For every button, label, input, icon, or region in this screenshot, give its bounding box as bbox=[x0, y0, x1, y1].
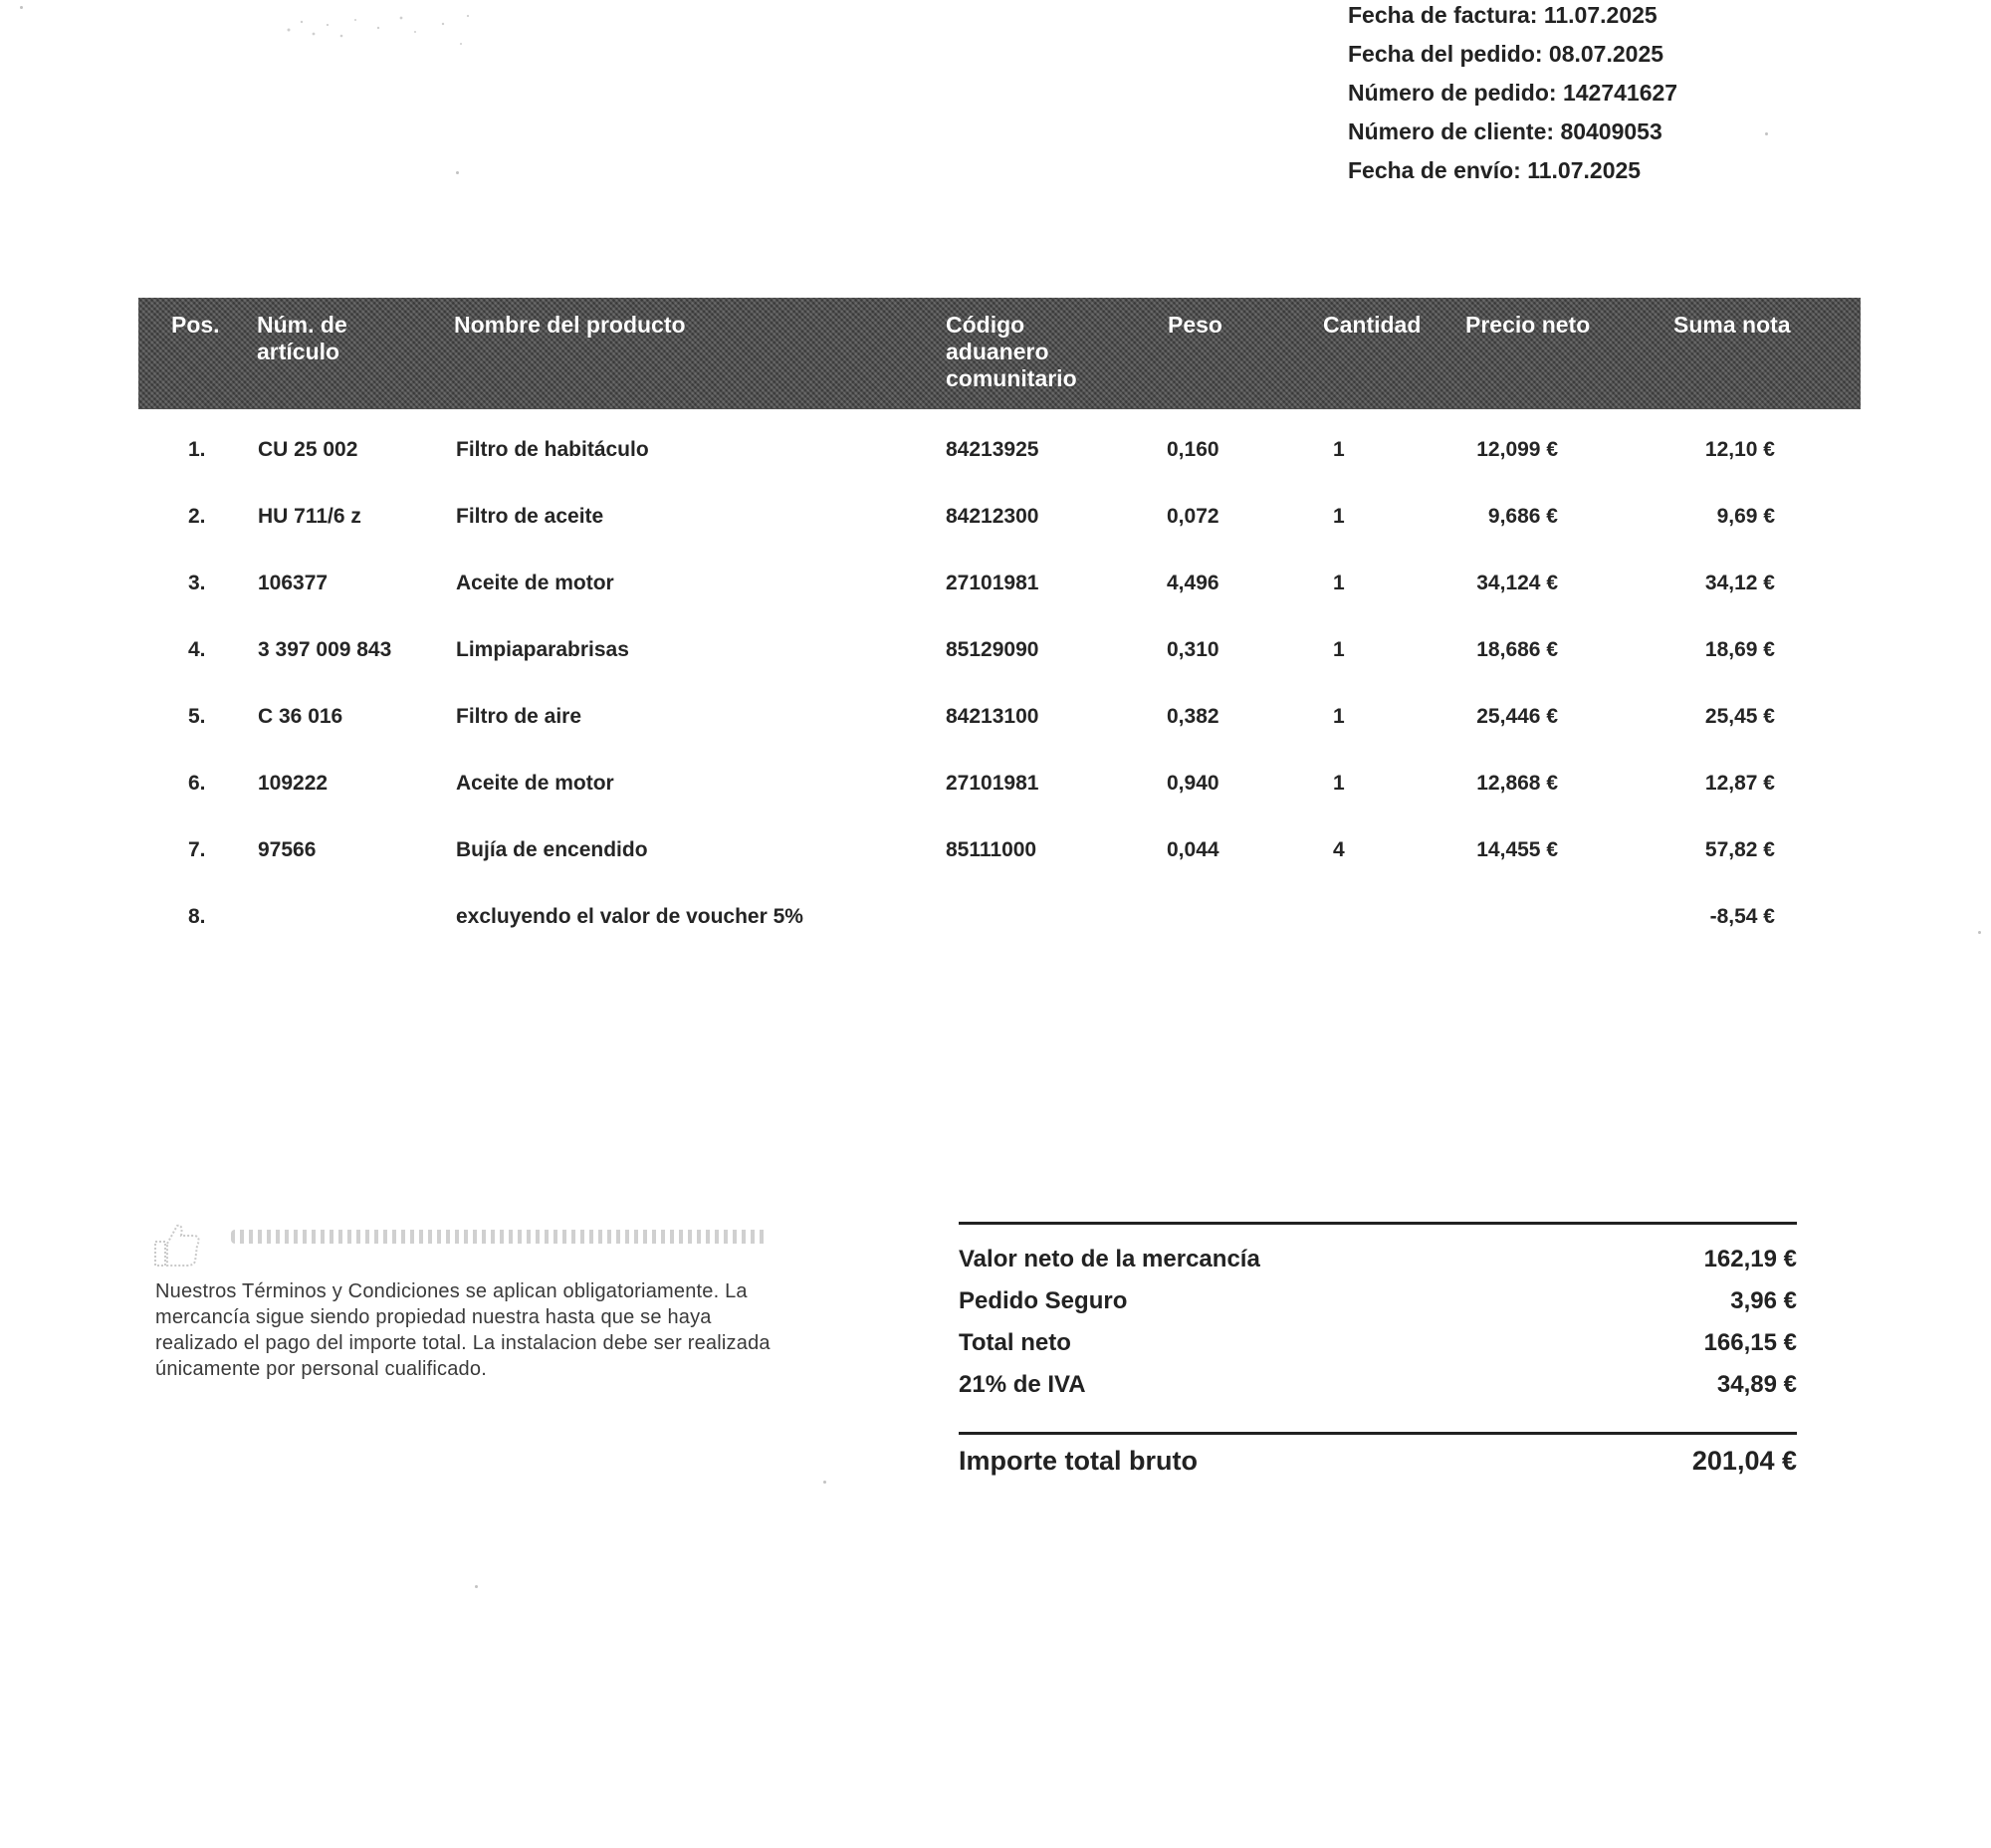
cell-weight: 0,160 bbox=[1167, 438, 1219, 461]
cell-article: 97566 bbox=[258, 838, 317, 861]
cell-sum: 12,87 € bbox=[1704, 772, 1775, 795]
table-row bbox=[138, 476, 1861, 543]
cell-sum: 25,45 € bbox=[1704, 705, 1775, 728]
header-pos: Pos. bbox=[171, 312, 220, 338]
cell-price: 34,124 € bbox=[1476, 572, 1558, 594]
cell-name: Bujía de encendido bbox=[456, 838, 648, 861]
info-customer-number: Número de cliente: 80409053 bbox=[1348, 118, 1662, 144]
cell-code: 84212300 bbox=[946, 505, 1039, 528]
total-label: Total neto bbox=[959, 1329, 1071, 1356]
scan-speck bbox=[20, 6, 23, 9]
cell-weight: 0,044 bbox=[1167, 838, 1219, 861]
cell-sum: 9,69 € bbox=[1716, 505, 1775, 528]
header-qty: Cantidad bbox=[1323, 312, 1422, 338]
cell-sum: 57,82 € bbox=[1704, 838, 1775, 861]
info-invoice-date: Fecha de factura: 11.07.2025 bbox=[1348, 2, 1658, 28]
invoice-info bbox=[1348, 0, 1677, 190]
grand-total-line bbox=[959, 1435, 1797, 1485]
cell-qty: 1 bbox=[1333, 705, 1345, 728]
cell-name: Filtro de aire bbox=[456, 705, 582, 728]
cell-price: 9,686 € bbox=[1487, 505, 1558, 528]
info-order-number: Número de pedido: 142741627 bbox=[1348, 80, 1678, 106]
cell-article: HU 711/6 z bbox=[258, 505, 361, 528]
cell-price: 12,099 € bbox=[1476, 438, 1558, 461]
cell-pos: 5. bbox=[188, 705, 206, 728]
cell-qty: 1 bbox=[1333, 505, 1345, 528]
total-label: Pedido Seguro bbox=[959, 1287, 1128, 1314]
items-table bbox=[138, 298, 1861, 943]
faded-text bbox=[231, 1230, 769, 1244]
table-row bbox=[138, 409, 1861, 476]
table-row bbox=[138, 676, 1861, 743]
scan-speck bbox=[1765, 132, 1768, 135]
cell-weight: 0,072 bbox=[1167, 505, 1219, 528]
cell-name: Limpiaparabrisas bbox=[456, 638, 629, 661]
cell-name: Aceite de motor bbox=[456, 772, 614, 795]
table-row bbox=[138, 543, 1861, 609]
table-row bbox=[138, 609, 1861, 676]
total-label: Valor neto de la mercancía bbox=[959, 1246, 1260, 1272]
info-shipping-date: Fecha de envío: 11.07.2025 bbox=[1348, 157, 1642, 183]
table-header bbox=[138, 298, 1861, 409]
info-order-date: Fecha del pedido: 08.07.2025 bbox=[1348, 41, 1664, 67]
cell-code: 27101981 bbox=[946, 572, 1039, 594]
cell-weight: 0,382 bbox=[1167, 705, 1219, 728]
scan-speck bbox=[475, 1585, 478, 1588]
header-price: Precio neto bbox=[1465, 312, 1591, 338]
cell-price: 14,455 € bbox=[1476, 838, 1558, 861]
cell-weight: 4,496 bbox=[1167, 572, 1219, 594]
cell-code: 85129090 bbox=[946, 638, 1039, 661]
totals-block bbox=[959, 1222, 1797, 1485]
table-row bbox=[138, 743, 1861, 809]
scan-speck bbox=[456, 171, 459, 174]
header-sum: Suma nota bbox=[1673, 312, 1791, 338]
terms-text: Nuestros Términos y Condiciones se aplican obligatoriamente. La mercancía sigue siendo propiedad nuestra hasta que se haya realizado el pago del importe total. La instalacion debe ser realizada únicamente por personal cualificado. bbox=[155, 1280, 771, 1380]
cell-article: 106377 bbox=[258, 572, 329, 594]
grand-total-value: 201,04 € bbox=[1691, 1446, 1797, 1476]
cell-code: 27101981 bbox=[946, 772, 1039, 795]
grand-total-label: Importe total bruto bbox=[959, 1446, 1198, 1476]
cell-article: CU 25 002 bbox=[258, 438, 358, 461]
cell-pos: 3. bbox=[188, 572, 206, 594]
total-value: 34,89 € bbox=[1716, 1371, 1797, 1398]
cell-article: 109222 bbox=[258, 772, 329, 795]
faded-logo-line bbox=[151, 1218, 788, 1258]
cell-weight: 0,310 bbox=[1167, 638, 1219, 661]
cell-sum: 18,69 € bbox=[1704, 638, 1775, 661]
total-line bbox=[959, 1280, 1797, 1322]
cell-qty: 4 bbox=[1333, 838, 1345, 861]
cell-code: 84213100 bbox=[946, 705, 1039, 728]
cell-name: Filtro de aceite bbox=[456, 505, 604, 528]
header-article: Núm. de artículo bbox=[257, 312, 347, 364]
cell-price: 12,868 € bbox=[1476, 772, 1558, 795]
cell-name: Aceite de motor bbox=[456, 572, 614, 594]
cell-article: 3 397 009 843 bbox=[258, 638, 392, 661]
table-body bbox=[138, 409, 1861, 943]
cell-sum: -8,54 € bbox=[1709, 905, 1775, 928]
scan-noise bbox=[284, 10, 483, 50]
cell-sum: 12,10 € bbox=[1704, 438, 1775, 461]
total-line bbox=[959, 1239, 1797, 1280]
cell-article: C 36 016 bbox=[258, 705, 343, 728]
table-row bbox=[138, 809, 1861, 876]
cell-price: 25,446 € bbox=[1476, 705, 1558, 728]
cell-pos: 1. bbox=[188, 438, 206, 461]
total-line bbox=[959, 1364, 1797, 1406]
cell-qty: 1 bbox=[1333, 638, 1345, 661]
cell-qty: 1 bbox=[1333, 572, 1345, 594]
total-value: 162,19 € bbox=[1703, 1246, 1797, 1272]
cell-code: 85111000 bbox=[946, 838, 1037, 861]
total-label: 21% de IVA bbox=[959, 1371, 1086, 1398]
cell-qty: 1 bbox=[1333, 772, 1345, 795]
scan-speck bbox=[823, 1481, 826, 1484]
cell-pos: 6. bbox=[188, 772, 206, 795]
cell-price: 18,686 € bbox=[1476, 638, 1558, 661]
cell-pos: 2. bbox=[188, 505, 206, 528]
table-row-voucher bbox=[138, 876, 1861, 943]
total-line bbox=[959, 1322, 1797, 1364]
cell-name: excluyendo el valor de voucher 5% bbox=[456, 905, 803, 928]
scan-speck bbox=[1978, 931, 1981, 934]
cell-pos: 8. bbox=[188, 905, 206, 928]
cell-pos: 4. bbox=[188, 638, 206, 661]
cell-name: Filtro de habitáculo bbox=[456, 438, 649, 461]
cell-weight: 0,940 bbox=[1167, 772, 1219, 795]
header-name: Nombre del producto bbox=[454, 312, 686, 338]
thumbs-up-icon bbox=[151, 1218, 205, 1271]
cell-qty: 1 bbox=[1333, 438, 1345, 461]
cell-sum: 34,12 € bbox=[1704, 572, 1775, 594]
total-value: 166,15 € bbox=[1703, 1329, 1797, 1356]
total-value: 3,96 € bbox=[1730, 1287, 1797, 1314]
header-code: Código aduanero comunitario bbox=[946, 312, 1077, 391]
header-weight: Peso bbox=[1168, 312, 1222, 338]
cell-code: 84213925 bbox=[946, 438, 1039, 461]
cell-pos: 7. bbox=[188, 838, 206, 861]
